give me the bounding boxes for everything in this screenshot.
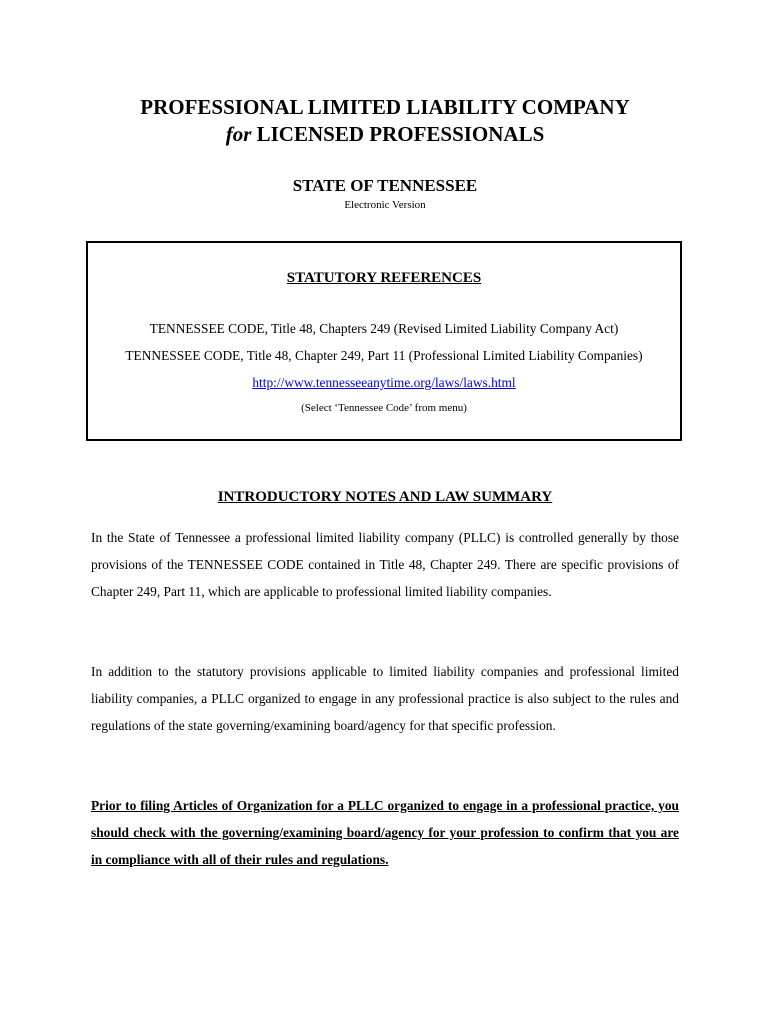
statutory-references-box [86,241,682,441]
statutory-reference-1: TENNESSEE CODE, Title 48, Chapters 249 (Revised Limited Liability Company Act) [149,321,619,336]
version-label: Electronic Version [344,199,426,211]
document-title-line1: PROFESSIONAL LIMITED LIABILITY COMPANY [140,95,630,119]
compliance-warning-paragraph: Prior to filing Articles of Organization for a PLLC organized to engage in a professional practice, you should check with the governing/examining board/agency for your profession to confirm that you are in compliance with all of their rules and regulations. [91,798,679,867]
statutory-reference-2: TENNESSEE CODE, Title 48, Chapter 249, Part 11 (Professional Limited Liability Companies) [125,348,643,363]
introductory-notes-heading: INTRODUCTORY NOTES AND LAW SUMMARY [217,489,553,505]
intro-paragraph-1: In the State of Tennessee a professional limited liability company (PLLC) is controlled generally by those provisions of the TENNESSEE CODE contained in Title 48, Chapter 249. There are specific provisions of Chapter 249, Part 11, which are applicable to professional limited liability companies. [91,530,679,599]
tennessee-laws-link[interactable]: http://www.tennesseeanytime.org/laws/laws.html [252,375,516,390]
title-licensed-professionals: LICENSED PROFESSIONALS [256,122,545,146]
title-for: for [225,122,252,146]
statutory-references-heading: STATUTORY REFERENCES [286,270,482,286]
document-title-line2 [0,121,770,147]
state-heading: STATE OF TENNESSEE [292,176,478,195]
select-code-note: (Select ‘Tennessee Code’ from menu) [301,402,467,414]
intro-paragraph-2: In addition to the statutory provisions applicable to limited liability companies and professional limited liability companies, a PLLC organized to engage in any professional practice is also subject to the rules and regulations of the state governing/examining board/agency for that specific profession. [91,664,679,733]
